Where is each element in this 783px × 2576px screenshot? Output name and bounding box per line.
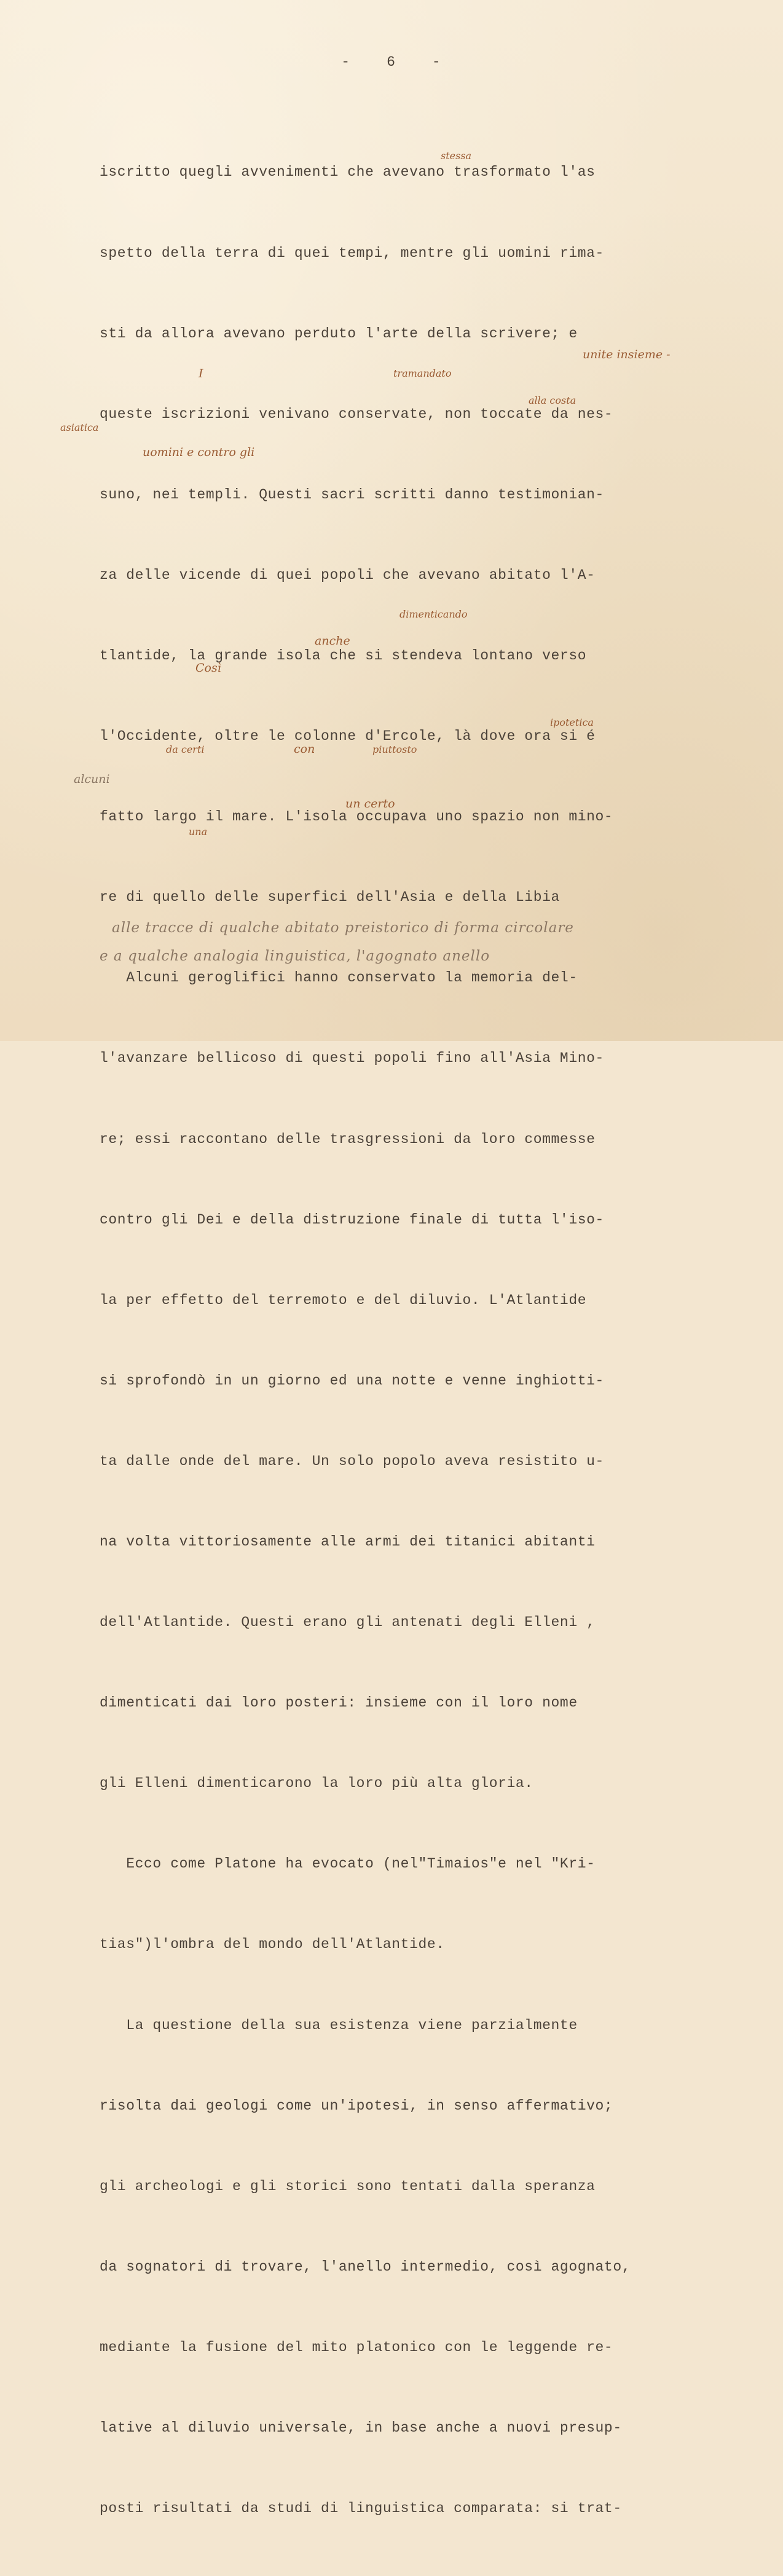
annotation-dimenticando: dimenticando: [399, 608, 468, 620]
annotation-i: I: [199, 367, 203, 380]
typed-line: tias")l'ombra del mondo dell'Atlantide.: [100, 1936, 445, 1953]
page-number: [0, 54, 783, 70]
annotation-stessa: stessa: [441, 150, 472, 162]
annotation-con: con: [294, 742, 315, 756]
typed-line: ta dalle onde del mare. Un solo popolo aveva resistito u-: [100, 1453, 604, 1469]
annotation-piuttosto: piuttosto: [372, 744, 417, 755]
typed-line: za delle vicende di quei popoli che avevano abitato l'A-: [100, 567, 596, 583]
typed-line: Ecco come Platone ha evocato (nel"Timaios"e nel "Kri-: [100, 1856, 596, 1872]
annotation-tramandato: tramandato: [393, 367, 452, 379]
typed-line: tlantide, la grande isola che si stendeva lontano verso: [100, 647, 587, 664]
typed-line: posti risultati da studi di linguistica comparata: si trat-: [100, 2500, 622, 2517]
typed-line: Alcuni geroglifici hanno conservato la memoria del-: [100, 970, 578, 986]
annotation-anche: anche: [315, 634, 350, 648]
typed-line: lative al diluvio universale, in base anche a nuovi presup-: [100, 2420, 622, 2437]
typed-line: da sognatori di trovare, l'anello intermedio, così agognato,: [100, 2258, 631, 2275]
page-number-dash-right: -: [431, 54, 442, 70]
page-number-dash-left: -: [341, 54, 352, 70]
typed-line: dell'Atlantide. Questi erano gli antenati degli Elleni ,: [100, 1614, 596, 1631]
annotation-un-certo: un certo: [345, 797, 395, 811]
typed-text-body: [100, 106, 665, 2576]
typed-line: iscritto quegli avvenimenti che avevano trasformato l'as: [100, 164, 596, 181]
typed-line: gli Elleni dimenticarono la loro più alta gloria.: [100, 1775, 533, 1792]
typed-line: La questione della sua esistenza viene parzialmente: [100, 2017, 578, 2033]
typed-line: spetto della terra di quei tempi, mentre gli uomini rima-: [100, 245, 604, 261]
typed-line: gli archeologi e gli storici sono tentati dalla speranza: [100, 2178, 596, 2194]
typed-line: re; essi raccontano delle trasgressioni da loro commesse: [100, 1131, 596, 1147]
annotation-handwritten-line-1: alle tracce di qualche abitato preistorico di forma circolare: [112, 920, 574, 936]
annotation-uomini-e-contro-gli: uomini e contro gli: [143, 446, 255, 459]
typed-line: sti da allora avevano perduto l'arte della scrivere; e: [100, 325, 578, 342]
typed-line: risolta dai geologi come un'ipotesi, in senso affermativo;: [100, 2097, 613, 2114]
typed-line: re di quello delle superfici dell'Asia e della Libia: [100, 889, 560, 906]
annotation-una: una: [189, 826, 208, 838]
page-number-value: 6: [387, 54, 396, 70]
annotation-handwritten-line-2: e a qualche analogia linguistica, l'agognato anello: [100, 948, 490, 964]
annotation-cosi: Così: [195, 661, 221, 675]
typed-line: dimenticati dai loro posteri: insieme con il loro nome: [100, 1695, 578, 1711]
typed-line: l'avanzare bellicoso di questi popoli fino all'Asia Mino-: [100, 1050, 604, 1067]
typed-line: queste iscrizioni venivano conservate, non toccate da nes-: [100, 406, 613, 422]
typed-line: l'Occidente, oltre le colonne d'Ercole, là dove ora si é: [100, 728, 596, 745]
annotation-alla-costa: alla costa: [529, 395, 576, 406]
typed-line: si sprofondò in un giorno ed una notte e venne inghiotti-: [100, 1372, 604, 1389]
annotation-alcuni: alcuni: [74, 772, 110, 786]
annotation-asiatica: asiatica: [60, 422, 99, 433]
typed-line: la per effetto del terremoto e del diluvio. L'Atlantide: [100, 1292, 587, 1308]
annotation-ipotetica: ipotetica: [550, 717, 594, 728]
typed-line: suno, nei templi. Questi sacri scritti danno testimonian-: [100, 486, 604, 503]
annotation-unite-insieme: unite insieme -: [583, 348, 671, 361]
typed-line: fatto largo il mare. L'isola occupava uno spazio non mino-: [100, 809, 613, 825]
annotation-da-certi: da certi: [166, 744, 205, 755]
typed-line: mediante la fusione del mito platonico con le leggende re-: [100, 2339, 613, 2355]
typed-line: contro gli Dei e della distruzione finale di tutta l'iso-: [100, 1211, 604, 1228]
typed-line: na volta vittoriosamente alle armi dei titanici abitanti: [100, 1534, 596, 1550]
